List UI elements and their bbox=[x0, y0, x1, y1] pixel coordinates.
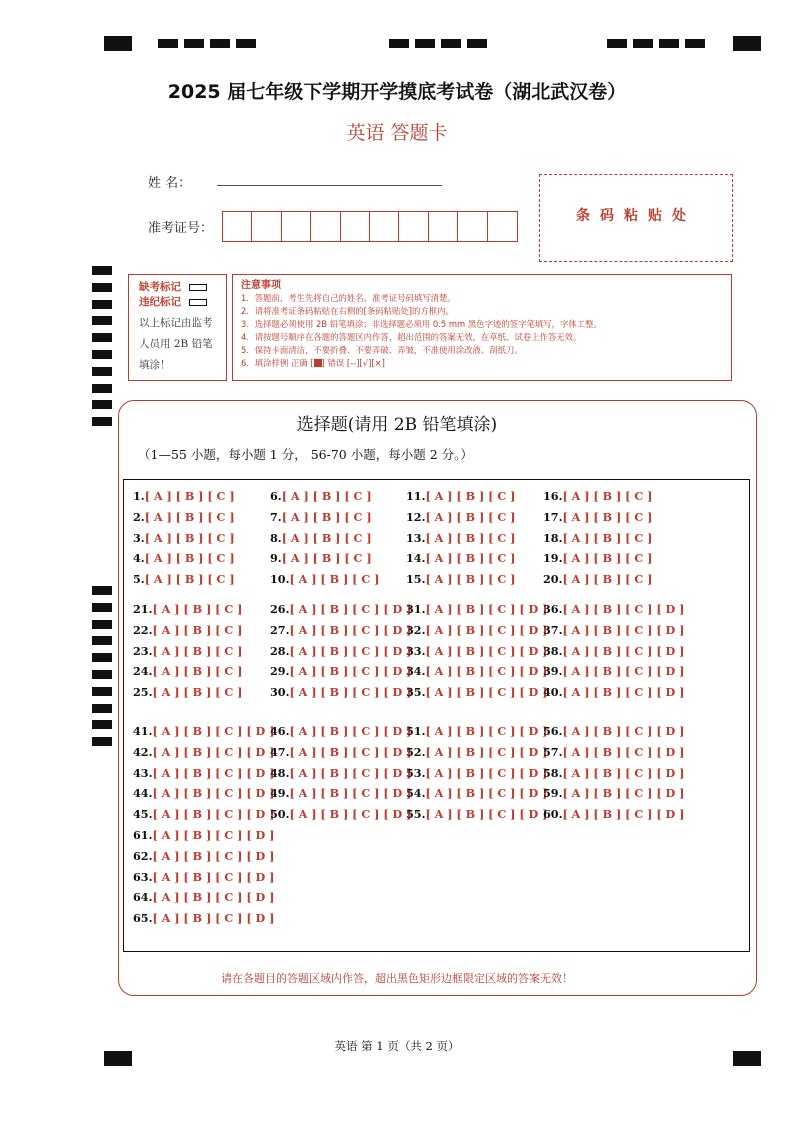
question-number: 45. bbox=[133, 807, 153, 822]
id-digit-box[interactable] bbox=[370, 212, 399, 241]
question-22[interactable] bbox=[133, 623, 242, 637]
question-number: 59. bbox=[543, 786, 563, 801]
side-timing-mark bbox=[92, 653, 112, 662]
notice-item: 3．选择题必须使用 2B 铅笔填涂；非选择题必须用 0.5 mm 黑色字迹的签字笔填写，字体工整。 bbox=[241, 319, 602, 329]
answer-options[interactable]: [ A ] [ B ] [ C ] bbox=[144, 489, 235, 503]
question-number: 63. bbox=[133, 869, 153, 884]
question-number: 47. bbox=[270, 744, 290, 759]
answer-options[interactable]: [ A ] [ B ] [ C ] bbox=[562, 530, 653, 545]
side-timing-mark bbox=[92, 400, 112, 409]
side-timing-mark bbox=[92, 384, 112, 393]
question-number: 39. bbox=[543, 664, 563, 679]
question-number: 52. bbox=[406, 744, 426, 759]
answer-options[interactable]: [ A ] [ B ] [ C ] [ D ] bbox=[152, 807, 275, 822]
answer-options[interactable]: [ A ] [ B ] [ C ] [ D ] bbox=[562, 744, 685, 759]
exam-title: 2025 届七年级下学期开学摸底考试卷（湖北武汉卷） bbox=[167, 81, 627, 103]
question-number: 51. bbox=[406, 724, 426, 738]
question-number: 60. bbox=[543, 807, 563, 822]
answer-options[interactable]: [ A ] [ B ] [ C ] bbox=[425, 572, 516, 587]
side-timing-mark bbox=[92, 586, 112, 595]
question-46[interactable] bbox=[270, 724, 411, 738]
question-35[interactable] bbox=[406, 685, 547, 699]
id-digit-box[interactable] bbox=[223, 212, 252, 241]
question-number: 5. bbox=[133, 572, 145, 587]
answer-options[interactable]: [ A ] [ B ] [ C ] bbox=[281, 530, 372, 545]
side-timing-mark bbox=[92, 720, 112, 729]
question-41[interactable] bbox=[133, 724, 274, 738]
question-number: 50. bbox=[270, 807, 290, 822]
question-6[interactable] bbox=[270, 489, 372, 503]
answer-options[interactable]: [ A ] [ B ] [ C ] bbox=[144, 572, 235, 587]
question-number: 13. bbox=[406, 530, 426, 545]
answer-options[interactable]: [ A ] [ B ] [ C ] [ D ] bbox=[425, 643, 548, 658]
question-26[interactable] bbox=[270, 602, 411, 616]
answer-options[interactable]: [ A ] [ B ] [ C ] [ D ] bbox=[425, 724, 548, 738]
answer-options[interactable]: [ A ] [ B ] [ C ] bbox=[152, 622, 243, 637]
question-57[interactable] bbox=[543, 745, 684, 759]
timing-mark bbox=[158, 39, 178, 48]
answer-options[interactable]: [ A ] [ B ] [ C ] bbox=[281, 551, 372, 566]
side-timing-mark bbox=[92, 350, 112, 359]
question-45[interactable] bbox=[133, 807, 274, 821]
side-timing-mark bbox=[92, 603, 112, 612]
question-59[interactable] bbox=[543, 786, 684, 800]
notice-heading: 注意事项 bbox=[241, 280, 281, 291]
question-48[interactable] bbox=[270, 766, 411, 780]
corner-mark-top-left bbox=[104, 36, 132, 51]
question-number: 24. bbox=[133, 664, 153, 679]
question-37[interactable] bbox=[543, 623, 684, 637]
question-number: 29. bbox=[270, 664, 290, 679]
question-10[interactable] bbox=[270, 572, 379, 586]
side-timing-mark bbox=[92, 316, 112, 325]
question-23[interactable] bbox=[133, 644, 242, 658]
question-24[interactable] bbox=[133, 664, 242, 678]
notice-item: 5．保持卡面清洁，不要折叠、不要弄破、弄皱，不准使用涂改液、刮纸刀。 bbox=[241, 345, 523, 355]
question-62[interactable] bbox=[133, 849, 274, 863]
answer-options[interactable]: [ A ] [ B ] [ C ] bbox=[144, 530, 235, 545]
answer-options[interactable]: [ A ] [ B ] [ C ] [ D ] bbox=[562, 807, 685, 822]
sample-middle: ] 错误 bbox=[321, 358, 347, 368]
question-63[interactable] bbox=[133, 870, 274, 884]
violation-label: 违纪标记 bbox=[139, 296, 181, 308]
answer-options[interactable]: [ A ] [ B ] [ C ] [ D ] bbox=[425, 664, 548, 679]
question-61[interactable] bbox=[133, 828, 274, 842]
answer-options[interactable]: [ A ] [ B ] [ C ] [ D ] bbox=[425, 807, 548, 822]
notice-item: 4．请按题号顺序在各题的答题区内作答，超出范围的答案无效，在草纸、试卷上作答无效。 bbox=[241, 332, 582, 342]
question-number: 54. bbox=[406, 786, 426, 801]
timing-mark bbox=[236, 39, 256, 48]
mark-note: 以上标记由监考人员用 2B 铅笔填涂！ bbox=[139, 317, 213, 371]
timing-mark bbox=[607, 39, 627, 48]
question-number: 30. bbox=[270, 685, 290, 700]
choice-section-title: 选择题(请用 2B 铅笔填涂) bbox=[296, 415, 498, 435]
question-number: 38. bbox=[543, 643, 563, 658]
answer-options[interactable]: [ A ] [ B ] [ C ] [ D ] bbox=[425, 765, 548, 780]
question-number: 64. bbox=[133, 890, 153, 905]
notice-item: 1．答题前，考生先将自己的姓名、准考证号码填写清楚。 bbox=[241, 293, 456, 303]
question-1[interactable] bbox=[133, 489, 235, 503]
side-timing-mark bbox=[92, 670, 112, 679]
answer-options[interactable]: [ A ] [ B ] [ C ] bbox=[144, 509, 235, 524]
question-number: 20. bbox=[543, 572, 563, 587]
question-11[interactable] bbox=[406, 489, 515, 503]
answer-options[interactable]: [ A ] [ B ] [ C ] [ D ] bbox=[562, 765, 685, 780]
answer-options[interactable]: [ A ] [ B ] [ C ] bbox=[425, 489, 516, 503]
answer-options[interactable]: [ A ] [ B ] [ C ] bbox=[425, 530, 516, 545]
candidate-id-boxes[interactable] bbox=[222, 211, 518, 242]
answer-options[interactable]: [ A ] [ B ] [ C ] [ D ] bbox=[289, 765, 412, 780]
answer-options[interactable]: [ A ] [ B ] [ C ] [ D ] bbox=[152, 911, 275, 926]
question-53[interactable] bbox=[406, 766, 547, 780]
sample-prefix: 6．填涂样例 正确 [ bbox=[241, 358, 314, 368]
violation-checkbox[interactable] bbox=[189, 299, 207, 306]
answer-options[interactable]: [ A ] [ B ] [ C ] [ D ] bbox=[289, 807, 412, 822]
subject-title: 英语 答题卡 bbox=[346, 122, 448, 144]
question-3[interactable] bbox=[133, 531, 235, 545]
question-number: 53. bbox=[406, 765, 426, 780]
answer-options[interactable]: [ A ] [ B ] [ C ] [ D ] bbox=[425, 685, 548, 700]
answer-options[interactable]: [ A ] [ B ] [ C ] [ D ] bbox=[289, 664, 412, 679]
question-number: 22. bbox=[133, 622, 153, 637]
question-number: 56. bbox=[543, 724, 563, 738]
question-number: 55. bbox=[406, 807, 426, 822]
question-number: 17. bbox=[543, 509, 563, 524]
question-number: 65. bbox=[133, 911, 153, 926]
question-49[interactable] bbox=[270, 786, 411, 800]
question-number: 35. bbox=[406, 685, 426, 700]
absent-mark[interactable] bbox=[139, 280, 222, 295]
question-number: 27. bbox=[270, 622, 290, 637]
question-9[interactable] bbox=[270, 551, 372, 565]
question-number: 26. bbox=[270, 602, 290, 616]
timing-mark bbox=[659, 39, 679, 48]
question-58[interactable] bbox=[543, 766, 684, 780]
question-number: 4. bbox=[133, 551, 145, 566]
question-47[interactable] bbox=[270, 745, 411, 759]
question-7[interactable] bbox=[270, 510, 372, 524]
question-number: 14. bbox=[406, 551, 426, 566]
question-number: 19. bbox=[543, 551, 563, 566]
question-number: 44. bbox=[133, 786, 153, 801]
barcode-area: 条码粘贴处 bbox=[539, 174, 733, 262]
question-20[interactable] bbox=[543, 572, 652, 586]
answer-options[interactable]: [ A ] [ B ] [ C ] bbox=[425, 551, 516, 566]
question-number: 6. bbox=[270, 489, 282, 503]
question-number: 8. bbox=[270, 530, 282, 545]
question-38[interactable] bbox=[543, 644, 684, 658]
question-5[interactable] bbox=[133, 572, 235, 586]
page-number: 英语 第 1 页（共 2 页） bbox=[334, 1039, 460, 1053]
answer-options[interactable]: [ A ] [ B ] [ C ] [ D ] bbox=[425, 744, 548, 759]
question-44[interactable] bbox=[133, 786, 274, 800]
answer-options[interactable]: [ A ] [ B ] [ C ] [ D ] bbox=[289, 685, 412, 700]
answer-options[interactable]: [ A ] [ B ] [ C ] [ D ] bbox=[562, 602, 685, 616]
name-label: 姓 名： bbox=[148, 176, 192, 191]
question-number: 57. bbox=[543, 744, 563, 759]
answer-options[interactable]: [ A ] [ B ] [ C ] [ D ] bbox=[289, 744, 412, 759]
question-52[interactable] bbox=[406, 745, 547, 759]
side-timing-mark bbox=[92, 367, 112, 376]
question-30[interactable] bbox=[270, 685, 411, 699]
question-32[interactable] bbox=[406, 623, 547, 637]
question-number: 33. bbox=[406, 643, 426, 658]
answer-options[interactable]: [ A ] [ B ] [ C ] [ D ] bbox=[152, 744, 275, 759]
timing-mark bbox=[441, 39, 461, 48]
question-40[interactable] bbox=[543, 685, 684, 699]
answer-options[interactable]: [ A ] [ B ] [ C ] bbox=[281, 509, 372, 524]
question-13[interactable] bbox=[406, 531, 515, 545]
absent-label: 缺考标记 bbox=[139, 281, 181, 293]
question-43[interactable] bbox=[133, 766, 274, 780]
question-number: 10. bbox=[270, 572, 290, 587]
timing-mark bbox=[389, 39, 409, 48]
answer-options[interactable]: [ A ] [ B ] [ C ] bbox=[152, 643, 243, 658]
answer-options[interactable]: [ A ] [ B ] [ C ] [ D ] bbox=[152, 890, 275, 905]
answer-options[interactable]: [ A ] [ B ] [ C ] [ D ] bbox=[425, 602, 548, 616]
side-timing-mark bbox=[92, 620, 112, 629]
timing-mark bbox=[685, 39, 705, 48]
question-18[interactable] bbox=[543, 531, 652, 545]
question-number: 7. bbox=[270, 509, 282, 524]
answer-options[interactable]: [ A ] [ B ] [ C ] bbox=[425, 509, 516, 524]
question-19[interactable] bbox=[543, 551, 652, 565]
answer-options[interactable]: [ A ] [ B ] [ C ] bbox=[281, 489, 372, 503]
answer-options[interactable]: [ A ] [ B ] [ C ] [ D ] bbox=[289, 602, 412, 616]
name-field[interactable] bbox=[217, 185, 442, 186]
question-number: 49. bbox=[270, 786, 290, 801]
question-50[interactable] bbox=[270, 807, 411, 821]
answer-options[interactable]: [ A ] [ B ] [ C ] bbox=[562, 489, 653, 503]
answer-options[interactable]: [ A ] [ B ] [ C ] bbox=[562, 572, 653, 587]
question-34[interactable] bbox=[406, 664, 547, 678]
answer-options[interactable]: [ A ] [ B ] [ C ] [ D ] bbox=[152, 848, 275, 863]
choice-section-subtitle: （1—55 小题，每小题 1 分， 56-70 小题，每小题 2 分。） bbox=[138, 447, 473, 462]
question-number: 62. bbox=[133, 848, 153, 863]
answer-options[interactable]: [ A ] [ B ] [ C ] bbox=[562, 509, 653, 524]
side-timing-mark bbox=[92, 687, 112, 696]
question-36[interactable] bbox=[543, 602, 684, 616]
answer-options[interactable]: [ A ] [ B ] [ C ] [ D ] bbox=[152, 869, 275, 884]
question-number: 42. bbox=[133, 744, 153, 759]
answer-options[interactable]: [ A ] [ B ] [ C ] [ D ] bbox=[152, 828, 275, 842]
question-2[interactable] bbox=[133, 510, 235, 524]
question-number: 18. bbox=[543, 530, 563, 545]
notice-sample bbox=[241, 357, 723, 370]
answer-options[interactable]: [ A ] [ B ] [ C ] bbox=[144, 551, 235, 566]
answer-options[interactable]: [ A ] [ B ] [ C ] bbox=[289, 572, 380, 587]
mark-box bbox=[128, 274, 227, 381]
question-8[interactable] bbox=[270, 531, 372, 545]
timing-mark bbox=[415, 39, 435, 48]
answer-options[interactable]: [ A ] [ B ] [ C ] [ D ] bbox=[289, 786, 412, 801]
question-number: 9. bbox=[270, 551, 282, 566]
side-timing-mark bbox=[92, 737, 112, 746]
question-number: 31. bbox=[406, 602, 426, 616]
corner-mark-top-right bbox=[733, 36, 761, 51]
answer-options[interactable]: [ A ] [ B ] [ C ] [ D ] bbox=[562, 724, 685, 738]
question-number: 48. bbox=[270, 765, 290, 780]
answer-options[interactable]: [ A ] [ B ] [ C ] bbox=[152, 685, 243, 700]
question-54[interactable] bbox=[406, 786, 547, 800]
question-number: 37. bbox=[543, 622, 563, 637]
answer-options[interactable]: [ A ] [ B ] [ C ] [ D ] bbox=[425, 622, 548, 637]
answer-options[interactable]: [ A ] [ B ] [ C ] bbox=[152, 664, 243, 679]
question-number: 28. bbox=[270, 643, 290, 658]
question-number: 12. bbox=[406, 509, 426, 524]
answer-options[interactable]: [ A ] [ B ] [ C ] [ D ] bbox=[562, 664, 685, 679]
id-digit-box[interactable] bbox=[282, 212, 311, 241]
timing-mark bbox=[633, 39, 653, 48]
question-33[interactable] bbox=[406, 644, 547, 658]
notice-box bbox=[232, 274, 732, 381]
question-number: 15. bbox=[406, 572, 426, 587]
question-42[interactable] bbox=[133, 745, 274, 759]
id-digit-box[interactable] bbox=[399, 212, 428, 241]
sample-wrong: [--][√][×] bbox=[346, 358, 385, 368]
notice-item: 2．请将准考证条码粘贴在右侧的[条码粘贴处]的方框内。 bbox=[241, 306, 454, 316]
timing-mark bbox=[467, 39, 487, 48]
id-digit-box[interactable] bbox=[488, 212, 517, 241]
answer-options[interactable]: [ A ] [ B ] [ C ] [ D ] bbox=[152, 786, 275, 801]
question-number: 43. bbox=[133, 765, 153, 780]
timing-mark bbox=[210, 39, 230, 48]
side-timing-mark bbox=[92, 636, 112, 645]
question-15[interactable] bbox=[406, 572, 515, 586]
question-55[interactable] bbox=[406, 807, 547, 821]
question-21[interactable] bbox=[133, 602, 242, 616]
question-number: 16. bbox=[543, 489, 563, 503]
side-timing-mark bbox=[92, 266, 112, 275]
question-number: 1. bbox=[133, 489, 145, 503]
question-28[interactable] bbox=[270, 644, 411, 658]
answer-options[interactable]: [ A ] [ B ] [ C ] bbox=[562, 551, 653, 566]
question-number: 61. bbox=[133, 828, 153, 842]
question-12[interactable] bbox=[406, 510, 515, 524]
side-timing-mark bbox=[92, 333, 112, 342]
section-footer-note: 请在各题目的答题区域内作答，超出黑色矩形边框限定区域的答案无效！ bbox=[221, 972, 573, 985]
question-number: 58. bbox=[543, 765, 563, 780]
question-14[interactable] bbox=[406, 551, 515, 565]
violation-mark[interactable] bbox=[139, 295, 222, 310]
answer-options[interactable]: [ A ] [ B ] [ C ] [ D ] bbox=[562, 685, 685, 700]
side-timing-mark bbox=[92, 300, 112, 309]
side-timing-mark bbox=[92, 704, 112, 713]
question-number: 11. bbox=[406, 489, 426, 503]
id-digit-box[interactable] bbox=[429, 212, 458, 241]
question-25[interactable] bbox=[133, 685, 242, 699]
question-number: 34. bbox=[406, 664, 426, 679]
question-number: 40. bbox=[543, 685, 563, 700]
candidate-id-label: 准考证号： bbox=[148, 221, 214, 236]
id-digit-box[interactable] bbox=[458, 212, 487, 241]
timing-mark bbox=[184, 39, 204, 48]
question-number: 36. bbox=[543, 602, 563, 616]
answer-options[interactable]: [ A ] [ B ] [ C ] [ D ] bbox=[562, 622, 685, 637]
answer-options[interactable]: [ A ] [ B ] [ C ] [ D ] bbox=[152, 724, 275, 738]
question-number: 32. bbox=[406, 622, 426, 637]
filled-sample-icon bbox=[314, 359, 322, 367]
question-39[interactable] bbox=[543, 664, 684, 678]
answer-options[interactable]: [ A ] [ B ] [ C ] [ D ] bbox=[289, 643, 412, 658]
question-65[interactable] bbox=[133, 911, 274, 925]
side-timing-mark bbox=[92, 283, 112, 292]
answer-options[interactable]: [ A ] [ B ] [ C ] [ D ] bbox=[152, 765, 275, 780]
question-56[interactable] bbox=[543, 724, 684, 738]
answer-options[interactable]: [ A ] [ B ] [ C ] [ D ] bbox=[289, 622, 412, 637]
question-4[interactable] bbox=[133, 551, 235, 565]
answer-options[interactable]: [ A ] [ B ] [ C ] [ D ] bbox=[562, 643, 685, 658]
question-number: 21. bbox=[133, 602, 153, 616]
answer-options[interactable]: [ A ] [ B ] [ C ] bbox=[152, 602, 243, 616]
question-31[interactable] bbox=[406, 602, 547, 616]
question-number: 23. bbox=[133, 643, 153, 658]
question-number: 46. bbox=[270, 724, 290, 738]
question-29[interactable] bbox=[270, 664, 411, 678]
question-60[interactable] bbox=[543, 807, 684, 821]
absent-checkbox[interactable] bbox=[189, 284, 207, 291]
question-number: 3. bbox=[133, 530, 145, 545]
id-digit-box[interactable] bbox=[311, 212, 340, 241]
answer-options[interactable]: [ A ] [ B ] [ C ] [ D ] bbox=[562, 786, 685, 801]
id-digit-box[interactable] bbox=[252, 212, 281, 241]
question-number: 2. bbox=[133, 509, 145, 524]
question-64[interactable] bbox=[133, 890, 274, 904]
answer-options[interactable]: [ A ] [ B ] [ C ] [ D ] bbox=[289, 724, 412, 738]
question-16[interactable] bbox=[543, 489, 652, 503]
question-17[interactable] bbox=[543, 510, 652, 524]
answer-options[interactable]: [ A ] [ B ] [ C ] [ D ] bbox=[425, 786, 548, 801]
question-51[interactable] bbox=[406, 724, 547, 738]
question-number: 25. bbox=[133, 685, 153, 700]
question-number: 41. bbox=[133, 724, 153, 738]
id-digit-box[interactable] bbox=[341, 212, 370, 241]
question-27[interactable] bbox=[270, 623, 411, 637]
